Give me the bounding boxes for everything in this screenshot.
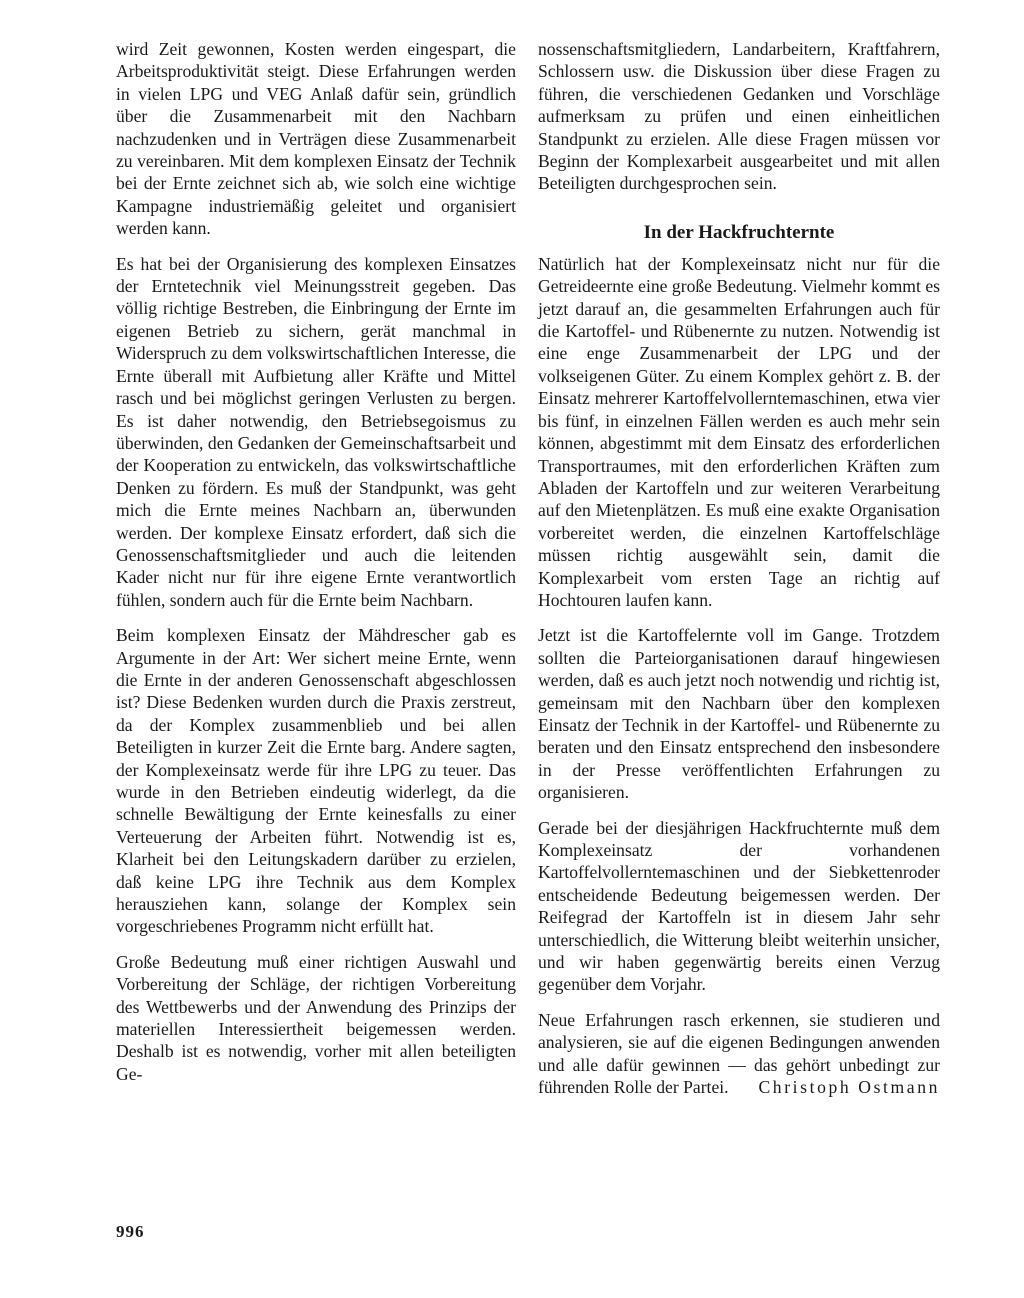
section-heading: In der Hackfruchternte	[643, 221, 835, 243]
paragraph: wird Zeit gewonnen, Kosten werden eingespart, die Arbeitsproduktivität steigt. Diese Erfahrungen werden in vielen LPG und VEG Anlaß dafür sein, gründlich über die Zusammenarbeit mit den Nachbarn nachzudenken und in Verträgen diese Zusammenarbeit zu vereinbaren. Mit dem komplexen Einsatz der Technik bei der Ernte zeichnet sich ab, wie solch eine wichtige Kampagne industriemäßig geleitet und organisiert werden kann.	[116, 39, 516, 239]
paragraph: Es hat bei der Organisierung des komplexen Einsatzes der Erntetechnik viel Meinungsstreit gegeben. Das völlig richtige Bestreben, die Einbringung der Ernte im eigenen Betrieb zu sichern, gerät manchmal in Widerspruch zu dem volkswirtschaftlichen Interesse, die Ernte überall mit Aufbietung aller Kräfte und Mittel rasch und bei möglichst geringen Verlusten zu bergen. Es ist daher notwendig, den Betriebsegoismus zu überwinden, den Gedanken der Gemeinschaftsarbeit und der Kooperation zu entwickeln, das volkswirtschaftliche Denken zu fördern. Es muß der Standpunkt, was geht mich die Ernte meines Nachbarn an, überwunden werden. Der komplexe Einsatz erfordert, daß sich die Genossenschaftsmitglieder und auch die leitenden Kader nicht nur für ihre eigene Ernte verantwortlich fühlen, sondern auch für die Ernte beim Nachbarn.	[116, 253, 516, 610]
paragraph: Beim komplexen Einsatz der Mähdrescher gab es Argumente in der Art: Wer sichert meine Ernte, wenn die Ernte in der anderen Genossenschaft abgeschlossen ist? Diese Bedenken wurden durch die Praxis zerstreut, da der Komplex zusammenblieb und bei allen Beteiligten in kurzer Zeit die Ernte barg. Andere sagten, der Komplexeinsatz werde für ihre LPG zu teuer. Das wurde in den Betrieben eindeutig widerlegt, da die schnelle Bewältigung der Ernte keinesfalls zu einer Verteuerung der Arbeiten führt. Notwendig ist es, Klarheit bei den Leitungskadern darüber zu erzielen, daß keine LPG ihre Technik aus dem Komplex herausziehen kann, solange der Komplex sein vorgeschriebenes Programm nicht erfüllt hat.	[116, 625, 516, 937]
paragraph: Natürlich hat der Komplexeinsatz nicht nur für die Getreideernte eine große Bedeutung. Vielmehr kommt es jetzt darauf an, die gesammelten Erfahrungen auch für die Kartoffel- und Rübenernte zu nutzen. Notwendig ist eine enge Zusammenarbeit der LPG und der volkseigenen Güter. Zu einem Komplex gehört z. B. der Einsatz mehrerer Kartoffelvollerntemaschinen, etwa vier bis fünf, in einzelnen Fällen werden es auch mehr sein können, abgestimmt mit dem Einsatz des erforderlichen Transportraumes, mit den erforderlichen Kräften zum Abladen der Kartoffeln und zur weiteren Verarbeitung auf den Mietenplätzen. Es muß eine exakte Organisation vorbereitet werden, die einzelnen Kartoffelschläge müssen richtig ausgewählt sein, damit die Komplexarbeit vom ersten Tage an richtig auf Hochtouren laufen kann.	[538, 253, 940, 610]
paragraph: Große Bedeutung muß einer richtigen Auswahl und Vorbereitung der Schläge, der richtigen Vorbereitung des Wettbewerbs und der Anwendung des Prinzips der materiellen Interessiertheit beigemessen werden. Deshalb ist es notwendig, vorher mit allen beteiligten Ge-	[116, 951, 516, 1084]
paragraph: Jetzt ist die Kartoffelernte voll im Gange. Trotzdem sollten die Parteiorganisationen darauf hingewiesen werden, daß es auch jetzt noch notwendig und richtig ist, gemeinsam mit den Nachbarn über den komplexen Einsatz der Technik in der Kartoffel- und Rübenernte zu beraten und den Einsatz entsprechend den insbesondere in der Presse veröffentlichten Erfahrungen zu organisieren.	[538, 625, 940, 803]
final-paragraph-text: Neue Erfahrungen rasch erkennen, sie studieren und analysieren, sie auf die eigenen Bedingungen anwenden und alle dafür gewinnen — das gehört unbedingt zur führenden Rolle der Partei.	[538, 1009, 940, 1098]
paragraph-continuation: nossenschaftsmitgliedern, Landarbeitern, Kraftfahrern, Schlossern usw. die Diskussion über diese Fragen zu führen, die verschiedenen Gedanken und Vorschläge aufmerksam zu prüfen und einen einheitlichen Standpunkt zu erzielen. Alle diese Fragen müssen vor Beginn der Komplexarbeit ausgearbeitet und mit allen Beteiligten durchgesprochen sein.	[538, 39, 940, 194]
paragraph: Gerade bei der diesjährigen Hackfruchternte muß dem Komplexeinsatz der vorhandenen Kartoffelvollerntemaschinen und der Siebkettenroder entscheidende Bedeutung beigemessen werden. Der Reifegrad der Kartoffeln ist in diesem Jahr sehr unterschiedlich, die Witterung bleibt weiterhin unsicher, und wir haben gegenwärtig bereits einen Verzug gegenüber dem Vorjahr.	[538, 817, 940, 995]
right-column	[538, 38, 940, 1111]
author-signature: Christoph Ostmann	[758, 1077, 940, 1098]
final-paragraph	[538, 1009, 940, 1099]
left-column	[116, 38, 516, 1098]
page-number: 996	[116, 1222, 145, 1241]
